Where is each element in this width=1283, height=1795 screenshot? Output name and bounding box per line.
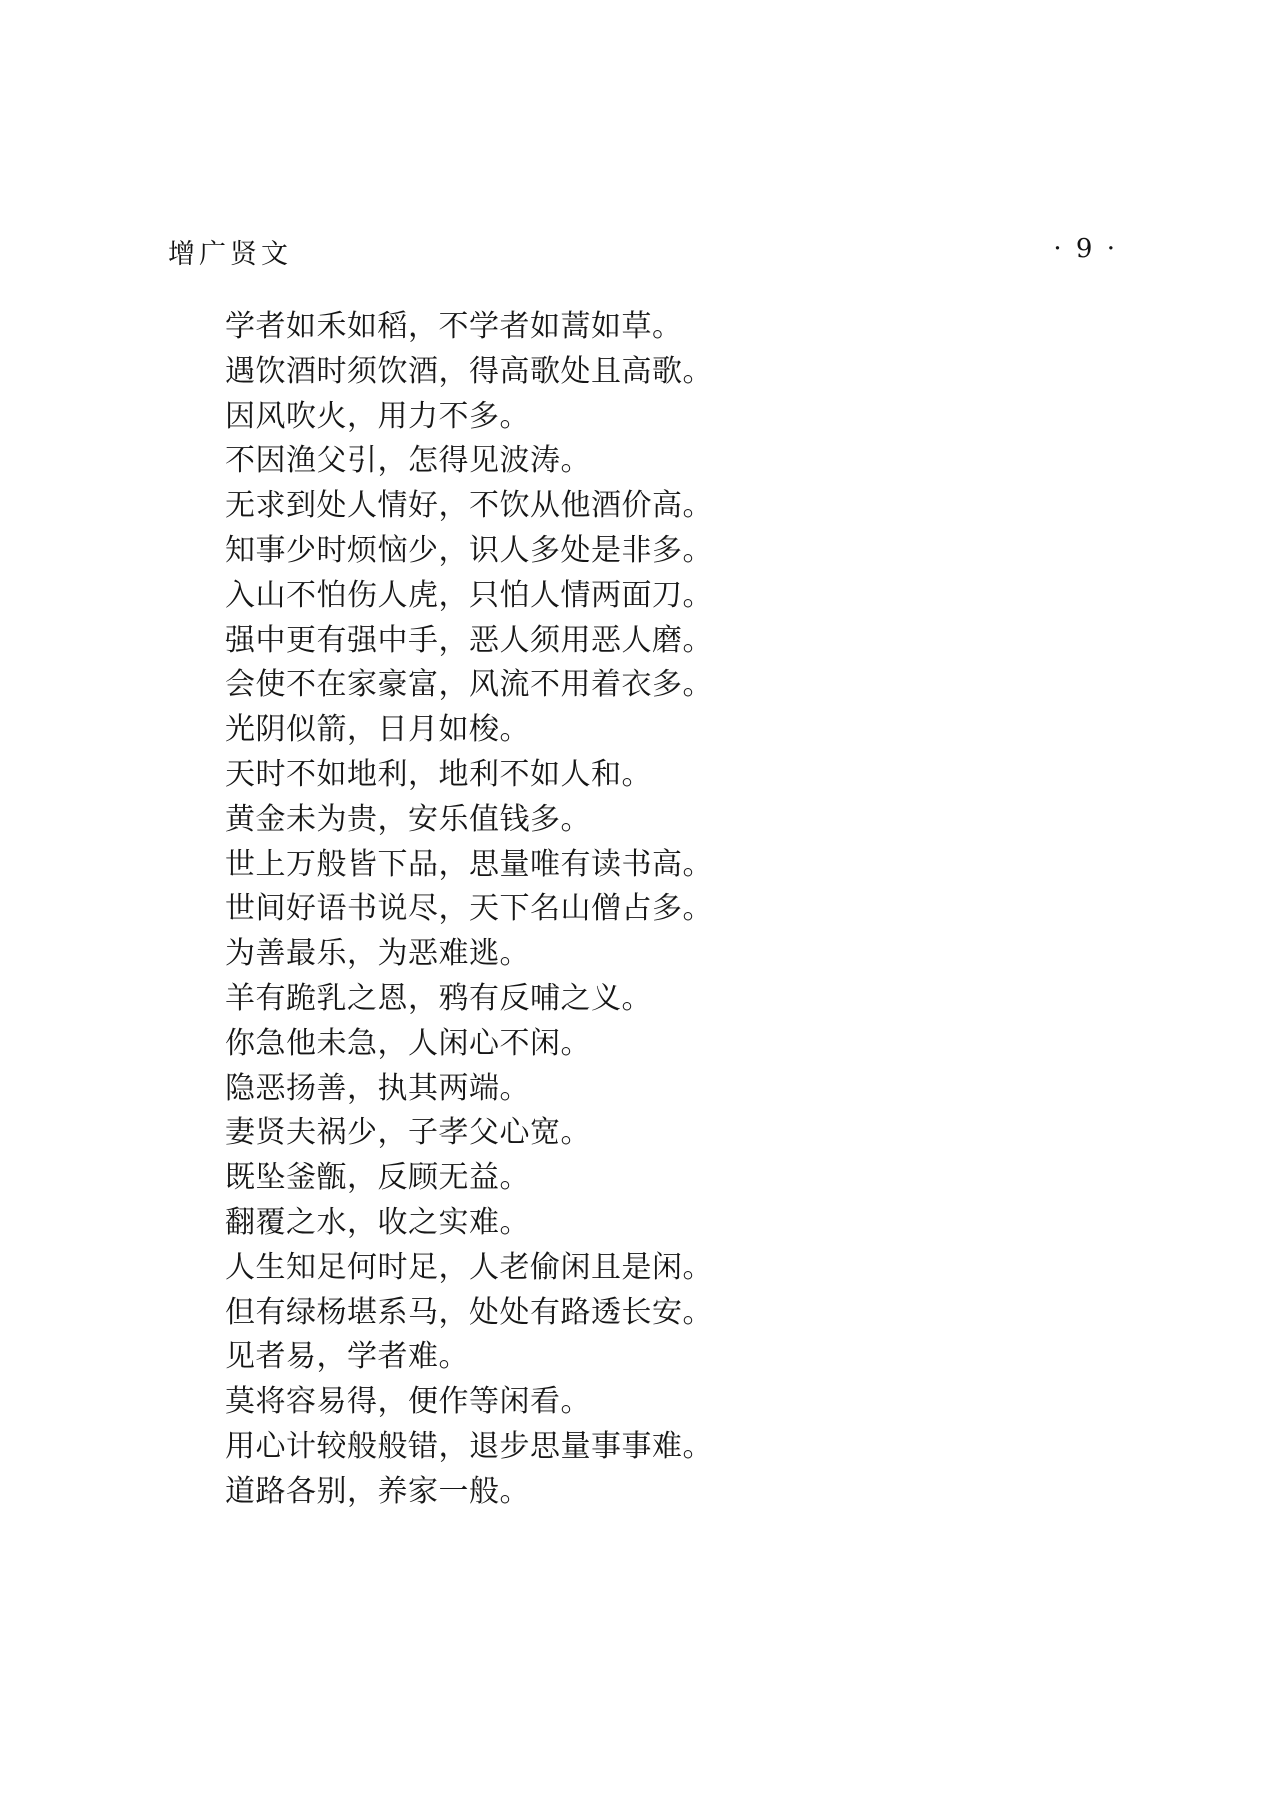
text-line: 但有绿杨堪系马，处处有路透长安。 [225,1294,713,1330]
text-line: 学者如禾如稻，不学者如蒿如草。 [225,309,683,344]
text-line: 世间好语书说尽，天下名山僧占多。 [225,891,713,927]
text-line: 遇饮酒时须饮酒，得高歌处且高歌。 [225,353,713,389]
text-line: 翻覆之水，收之实难。 [225,1204,530,1240]
text-line: 光阴似箭，日月如梭。 [225,712,530,748]
text-line: 世上万般皆下品，思量唯有读书高。 [225,846,713,882]
text-line: 入山不怕伤人虎，只怕人情两面刀。 [225,577,713,613]
text-line: 人生知足何时足，人老偷闲且是闲。 [225,1249,713,1285]
text-line: 见者易，学者难。 [225,1339,469,1375]
text-line: 不因渔父引，怎得见波涛。 [225,443,591,479]
text-line: 因风吹火，用力不多。 [225,398,530,434]
text-line: 你急他未急，人闲心不闲。 [225,1025,591,1061]
text-line: 莫将容易得，便作等闲看。 [225,1384,591,1420]
text-line: 会使不在家豪富，风流不用着衣多。 [225,667,713,703]
text-line: 道路各别，养家一般。 [225,1473,530,1509]
text-line: 妻贤夫祸少，子孝父心宽。 [225,1115,591,1151]
text-line: 用心计较般般错，退步思量事事难。 [225,1428,713,1464]
text-line: 既坠釜甑，反顾无益。 [225,1160,530,1196]
text-line: 为善最乐，为恶难逃。 [225,936,530,972]
text-line: 黄金未为贵，安乐值钱多。 [225,801,591,837]
text-line: 无求到处人情好，不饮从他酒价高。 [225,488,713,524]
text-line: 隐恶扬善，执其两端。 [225,1070,530,1106]
book-title: 增广贤文 [168,239,292,270]
page-header [168,232,1118,282]
text-line: 知事少时烦恼少，识人多处是非多。 [225,532,713,568]
text-line: 羊有跪乳之恩，鸦有反哺之义。 [225,980,652,1016]
text-line: 天时不如地利，地利不如人和。 [225,756,652,792]
body-text [225,305,1125,1515]
text-line: 强中更有强中手，恶人须用恶人磨。 [225,622,713,658]
page-number: · 9 · [1053,234,1118,264]
